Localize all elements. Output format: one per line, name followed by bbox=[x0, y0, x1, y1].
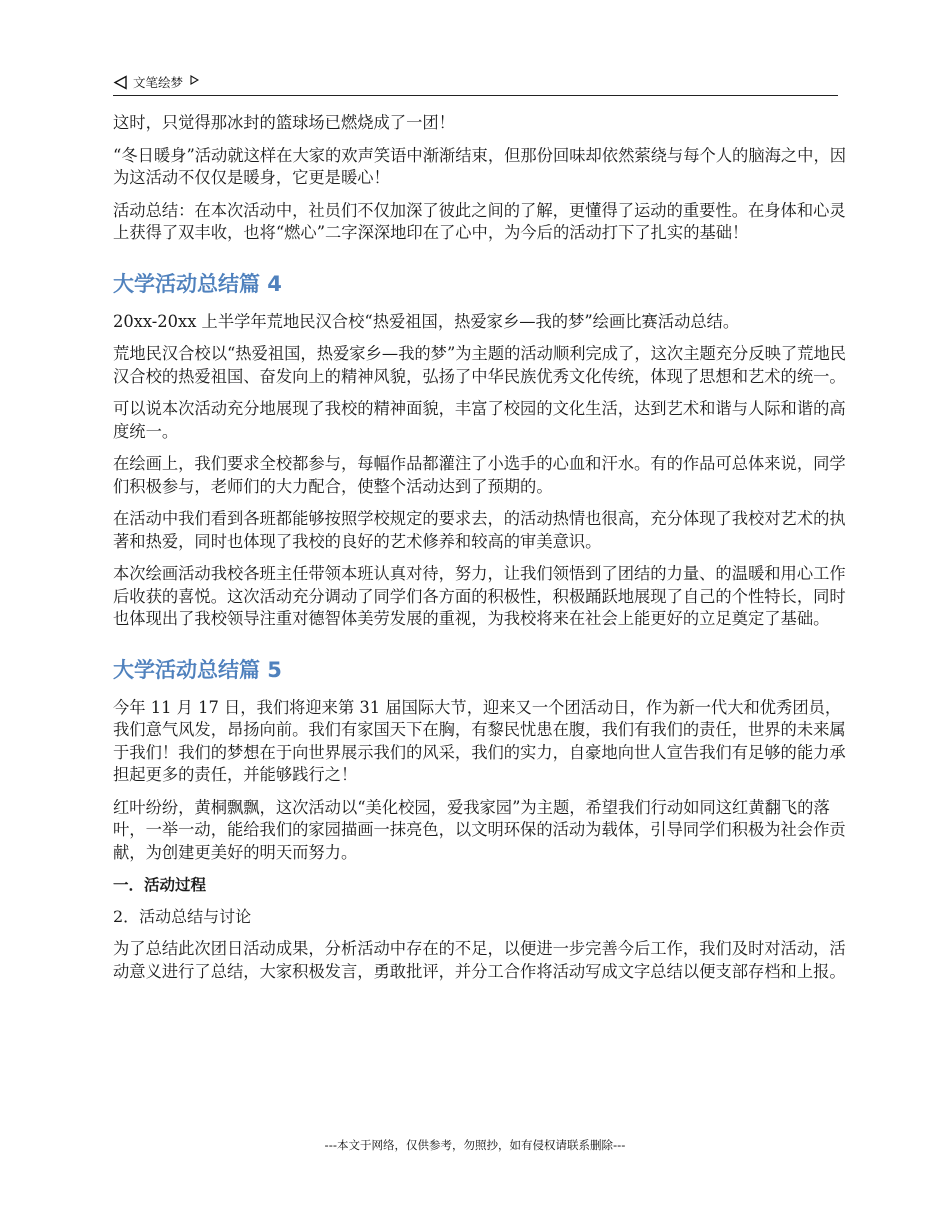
page-header bbox=[113, 72, 838, 96]
paragraph: 红叶纷纷，黄桐飘飘，这次活动以“美化校园，爱我家园”为主题，希望我们行动如同这红黄翻飞的落叶，一举一动，能给我们的家园描画一抹亮色，以文明环保的活动为载体，引导同学们积极为社会作贡献，为创建更美好的明天而努力。 bbox=[113, 797, 846, 862]
paragraph: 本次绘画活动我校各班主任带领本班认真对待，努力，让我们领悟到了团结的力量、的温暖和用心工作后收获的喜悦。这次活动充分调动了同学们各方面的积极性，积极踊跃地展现了自己的个性特长，同时也体现出了我校领导注重对德智体美劳发展的重视，为我校将来在社会上能更好的立足奠定了基础。 bbox=[113, 564, 846, 628]
sub-item: 2．活动总结与讨论 bbox=[113, 907, 252, 926]
triangle-left-outline-icon bbox=[113, 75, 128, 90]
section-heading-4: 大学活动总结篇 4 bbox=[113, 271, 282, 296]
subheading: 一．活动过程 bbox=[113, 876, 207, 894]
paragraph: 可以说本次活动充分地展现了我校的精神面貌，丰富了校园的文化生活，达到艺术和谐与人际和谐的高度统一。 bbox=[113, 399, 846, 441]
triangle-right-outline-icon bbox=[190, 75, 199, 85]
footer-notice: ---本文于网络，仅供参考，勿照抄，如有侵权请联系删除--- bbox=[324, 1138, 626, 1152]
paragraph: 20xx-20xx 上半学年荒地民汉合校“热爱祖国，热爱家乡—我的梦”绘画比赛活动总结。 bbox=[113, 311, 740, 331]
paragraph: 活动总结：在本次活动中，社员们不仅加深了彼此之间的了解，更懂得了运动的重要性。在身体和心灵上获得了双丰收，也将“燃心”二字深深地印在了心中，为今后的活动打下了扎实的基础！ bbox=[113, 200, 846, 242]
paragraph: 荒地民汉合校以“热爱祖国，热爱家乡—我的梦”为主题的活动顺利完成了，这次主题充分反映了荒地民汉合校的热爱祖国、奋发向上的精神风貌，弘扬了中华民族优秀文化传统，体现了思想和艺术的统一。 bbox=[113, 344, 847, 386]
brand bbox=[113, 73, 199, 91]
paragraph: 今年 11 月 17 日，我们将迎来第 31 届国际大节，迎来又一个团活动日，作为新一代大和优秀团员，我们意气风发，昂扬向前。我们有家国天下在胸，有黎民忧患在腹，我们有我们的责任，世界的未来属于我们！我们的梦想在于向世界展示我们的风采，我们的实力，自豪地向世人宣告我们有足够的能力承担起更多的责任，并能够践行之！ bbox=[113, 697, 846, 784]
paragraph: “冬日暖身”活动就这样在大家的欢声笑语中渐渐结束，但那份回味却依然萦绕与每个人的脑海之中，因为这活动不仅仅是暖身，它更是暖心！ bbox=[113, 145, 847, 187]
paragraph: 这时，只觉得那冰封的篮球场已燃烧成了一团！ bbox=[113, 113, 455, 132]
section-heading-5: 大学活动总结篇 5 bbox=[113, 657, 282, 682]
document-body bbox=[113, 112, 853, 993]
paragraph: 在绘画上，我们要求全校都参与，每幅作品都灌注了小选手的心血和汗水。有的作品可总体来说，同学们积极参与，老师们的大力配合，使整个活动达到了预期的。 bbox=[113, 454, 846, 496]
brand-name: 文笔绘梦 bbox=[133, 75, 184, 90]
paragraph: 在活动中我们看到各班都能够按照学校规定的要求去，的活动热情也很高，充分体现了我校对艺术的执著和热爱，同时也体现了我校的良好的艺术修养和较高的审美意识。 bbox=[113, 509, 846, 551]
paragraph: 为了总结此次团日活动成果，分析活动中存在的不足，以便进一步完善今后工作，我们及时对活动，活动意义进行了总结，大家积极发言，勇敢批评，并分工合作将活动写成文字总结以便支部存档和上报。 bbox=[113, 939, 846, 981]
